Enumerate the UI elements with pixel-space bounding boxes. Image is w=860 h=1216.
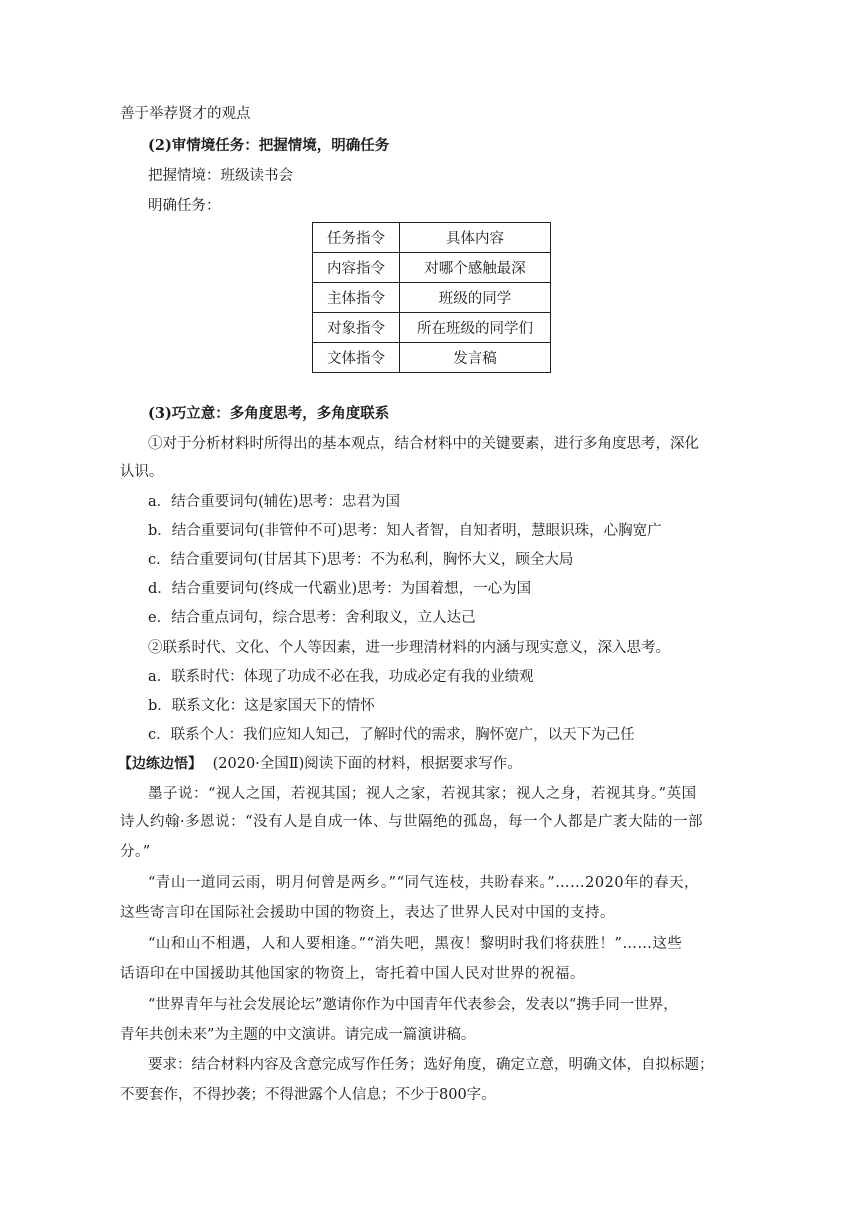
text-line: ②联系时代、文化、个人等因素，进一步理清材料的内涵与现实意义，深入思考。 [148, 640, 670, 656]
list-item: c．结合重要词句(甘居其下)思考：不为私利，胸怀大义，顾全大局 [148, 552, 574, 568]
section-heading-3: (3)巧立意：多角度思考，多角度联系 [148, 405, 390, 422]
text-line: “世界青年与社会发展论坛”邀请你作为中国青年代表参会，发表以“携手同一世界， [148, 997, 678, 1013]
list-item: e．结合重点词句，综合思考：舍利取义，立人达己 [148, 610, 476, 626]
text-line: “青山一道同云雨，明月何曾是两乡。”“同气连枝，共盼春来。”……2020年的春天， [148, 875, 700, 891]
table-cell: 任务指令 [313, 223, 400, 253]
table-cell: 所在班级的同学们 [400, 313, 551, 343]
text-line: 这些寄言印在国际社会援助中国的物资上，表达了世界人民对中国的支持。 [120, 905, 615, 921]
text-line: “山和山不相遇，人和人要相逢。”“消失吧，黑夜！黎明时我们将获胜！”……这些 [148, 936, 683, 952]
text-line: 善于举荐贤才的观点 [120, 106, 251, 122]
section-heading-2: (2)审情境任务：把握情境，明确任务 [148, 137, 390, 154]
table-row [313, 283, 551, 313]
table-cell: 文体指令 [313, 343, 400, 373]
table-row [313, 253, 551, 283]
table-cell: 对哪个感触最深 [400, 253, 551, 283]
list-item: d．结合重要词句(终成一代霸业)思考：为国着想，一心为国 [148, 581, 532, 597]
text-line: 明确任务： [148, 198, 221, 214]
text-line: 分。” [120, 844, 151, 860]
text-line: 不要套作，不得抄袭；不得泄露个人信息；不少于800字。 [120, 1087, 496, 1103]
text-line: 要求：结合材料内容及含意完成写作任务；选好角度，确定立意，明确文体，自拟标题； [148, 1057, 714, 1073]
table-cell: 内容指令 [313, 253, 400, 283]
list-item: a．联系时代：体现了功成不必在我，功成必定有我的业绩观 [148, 669, 534, 685]
practice-tag: 【边练边悟】 [118, 756, 202, 772]
practice-text: (2020·全国Ⅱ)阅读下面的材料，根据要求写作。 [212, 756, 522, 772]
text-line: 青年共创未来”为主题的中文演讲。请完成一篇演讲稿。 [120, 1027, 476, 1043]
table-row [313, 223, 551, 253]
practice-header [118, 754, 522, 774]
list-item: b．联系文化：这是家国天下的情怀 [148, 698, 375, 714]
list-item: a．结合重要词句(辅佐)思考：忠君为国 [148, 494, 400, 510]
table-row [313, 313, 551, 343]
table-cell: 主体指令 [313, 283, 400, 313]
text-line: 墨子说：“视人之国，若视其国；视人之家，若视其家；视人之身，若视其身。”英国 [148, 786, 697, 802]
text-line: 把握情境：班级读书会 [148, 168, 293, 184]
table-cell: 班级的同学 [400, 283, 551, 313]
table-row [313, 343, 551, 373]
task-table [312, 222, 551, 373]
text-line: ①对于分析材料时所得出的基本观点，结合材料中的关键要素，进行多角度思考，深化 [148, 436, 699, 452]
table-cell: 对象指令 [313, 313, 400, 343]
list-item: b．结合重要词句(非管仲不可)思考：知人者智，自知者明，慧眼识珠，心胸宽广 [148, 523, 662, 539]
table-cell: 发言稿 [400, 343, 551, 373]
text-line: 认识。 [120, 464, 164, 480]
table-cell: 具体内容 [400, 223, 551, 253]
text-line: 诗人约翰·多恩说：“没有人是自成一体、与世隔绝的孤岛，每一个人都是广袤大陆的一部 [120, 814, 704, 830]
text-line: 话语印在中国援助其他国家的物资上，寄托着中国人民对世界的祝福。 [120, 966, 585, 982]
list-item: c．联系个人：我们应知人知己，了解时代的需求，胸怀宽广，以天下为己任 [148, 727, 635, 743]
